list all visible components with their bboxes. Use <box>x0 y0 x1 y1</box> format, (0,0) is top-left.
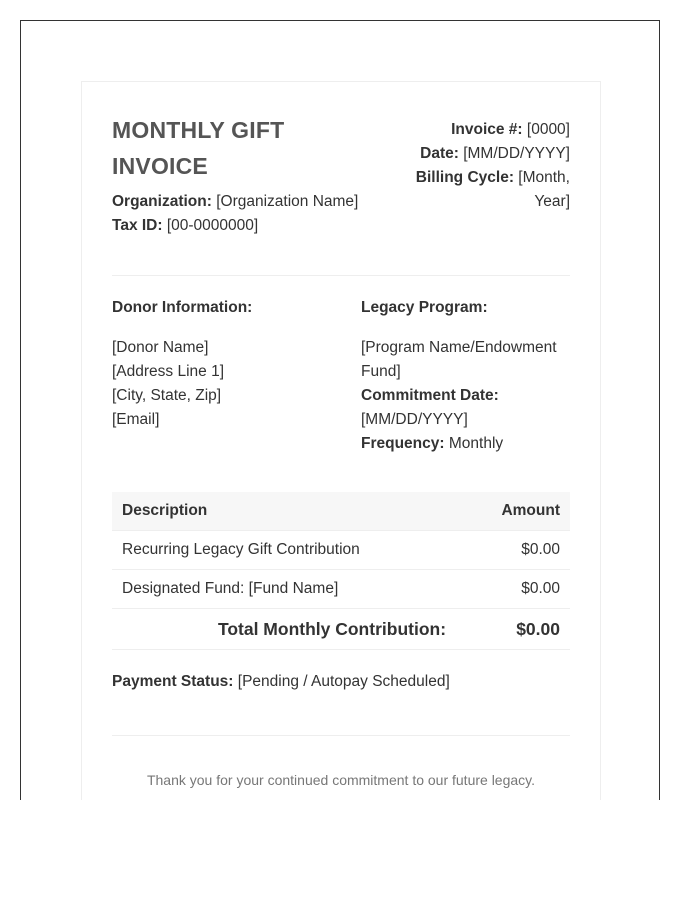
legacy-program <box>361 296 570 456</box>
donor-email: [Email] <box>112 411 160 428</box>
tax-id-label: Tax ID: <box>112 217 163 234</box>
donor-name: [Donor Name] <box>112 339 209 356</box>
description-column-header: Description <box>112 492 463 531</box>
page-frame <box>20 20 660 800</box>
contribution-table <box>112 492 570 650</box>
total-label: Total Monthly Contribution: <box>112 609 463 650</box>
total-value: $0.00 <box>463 609 570 650</box>
invoice-title-line2: INVOICE <box>112 153 208 179</box>
header-left <box>112 112 358 238</box>
invoice-number-label: Invoice #: <box>451 121 523 138</box>
row-amount: $0.00 <box>463 531 570 570</box>
payment-status-label: Payment Status: <box>112 673 234 690</box>
donor-address: [Address Line 1] <box>112 363 225 380</box>
invoice-title-line1: MONTHLY GIFT <box>112 117 285 143</box>
commitment-label: Commitment Date: <box>361 387 499 404</box>
row-amount: $0.00 <box>463 570 570 609</box>
invoice-document <box>81 81 601 800</box>
tax-id-row <box>112 214 358 238</box>
footer-divider <box>112 735 570 736</box>
invoice-date-value: [MM/DD/YYYY] <box>463 145 570 162</box>
invoice-meta <box>400 118 570 238</box>
table-row <box>112 570 570 609</box>
donor-city-state-zip: [City, State, Zip] <box>112 387 222 404</box>
invoice-date-row <box>400 142 570 166</box>
info-section <box>112 296 570 456</box>
frequency-value: Monthly <box>448 435 504 452</box>
row-description: Recurring Legacy Gift Contribution <box>112 531 463 570</box>
billing-cycle-value: [Month, Year] <box>518 169 570 210</box>
donor-heading: Donor Information: <box>112 299 253 316</box>
table-row <box>112 531 570 570</box>
organization-row <box>112 190 358 214</box>
donor-information <box>112 296 361 456</box>
program-name: [Program Name/Endowment Fund] <box>361 339 557 380</box>
tax-id-value: [00-0000000] <box>166 217 259 234</box>
invoice-title <box>112 112 358 184</box>
row-description: Designated Fund: [Fund Name] <box>112 570 463 609</box>
invoice-number-row <box>400 118 570 142</box>
table-header-row <box>112 492 570 531</box>
thank-you-note: Thank you for your continued commitment to our future legacy. <box>146 772 536 788</box>
payment-status-value: [Pending / Autopay Scheduled] <box>237 673 450 690</box>
invoice-header <box>112 112 570 238</box>
invoice-date-label: Date: <box>420 145 459 162</box>
billing-cycle-row <box>400 166 570 214</box>
billing-cycle-label: Billing Cycle: <box>415 169 514 186</box>
divider <box>112 275 570 276</box>
organization-block <box>112 190 358 238</box>
payment-status <box>112 670 570 694</box>
total-row <box>112 609 570 650</box>
invoice-number-value: [0000] <box>526 121 570 138</box>
commitment-date: [MM/DD/YYYY] <box>361 411 468 428</box>
frequency-row <box>361 432 570 456</box>
frequency-label: Frequency: <box>361 435 445 452</box>
program-heading: Legacy Program: <box>361 299 488 316</box>
organization-value: [Organization Name] <box>216 193 359 210</box>
amount-column-header: Amount <box>463 492 570 531</box>
organization-label: Organization: <box>112 193 212 210</box>
